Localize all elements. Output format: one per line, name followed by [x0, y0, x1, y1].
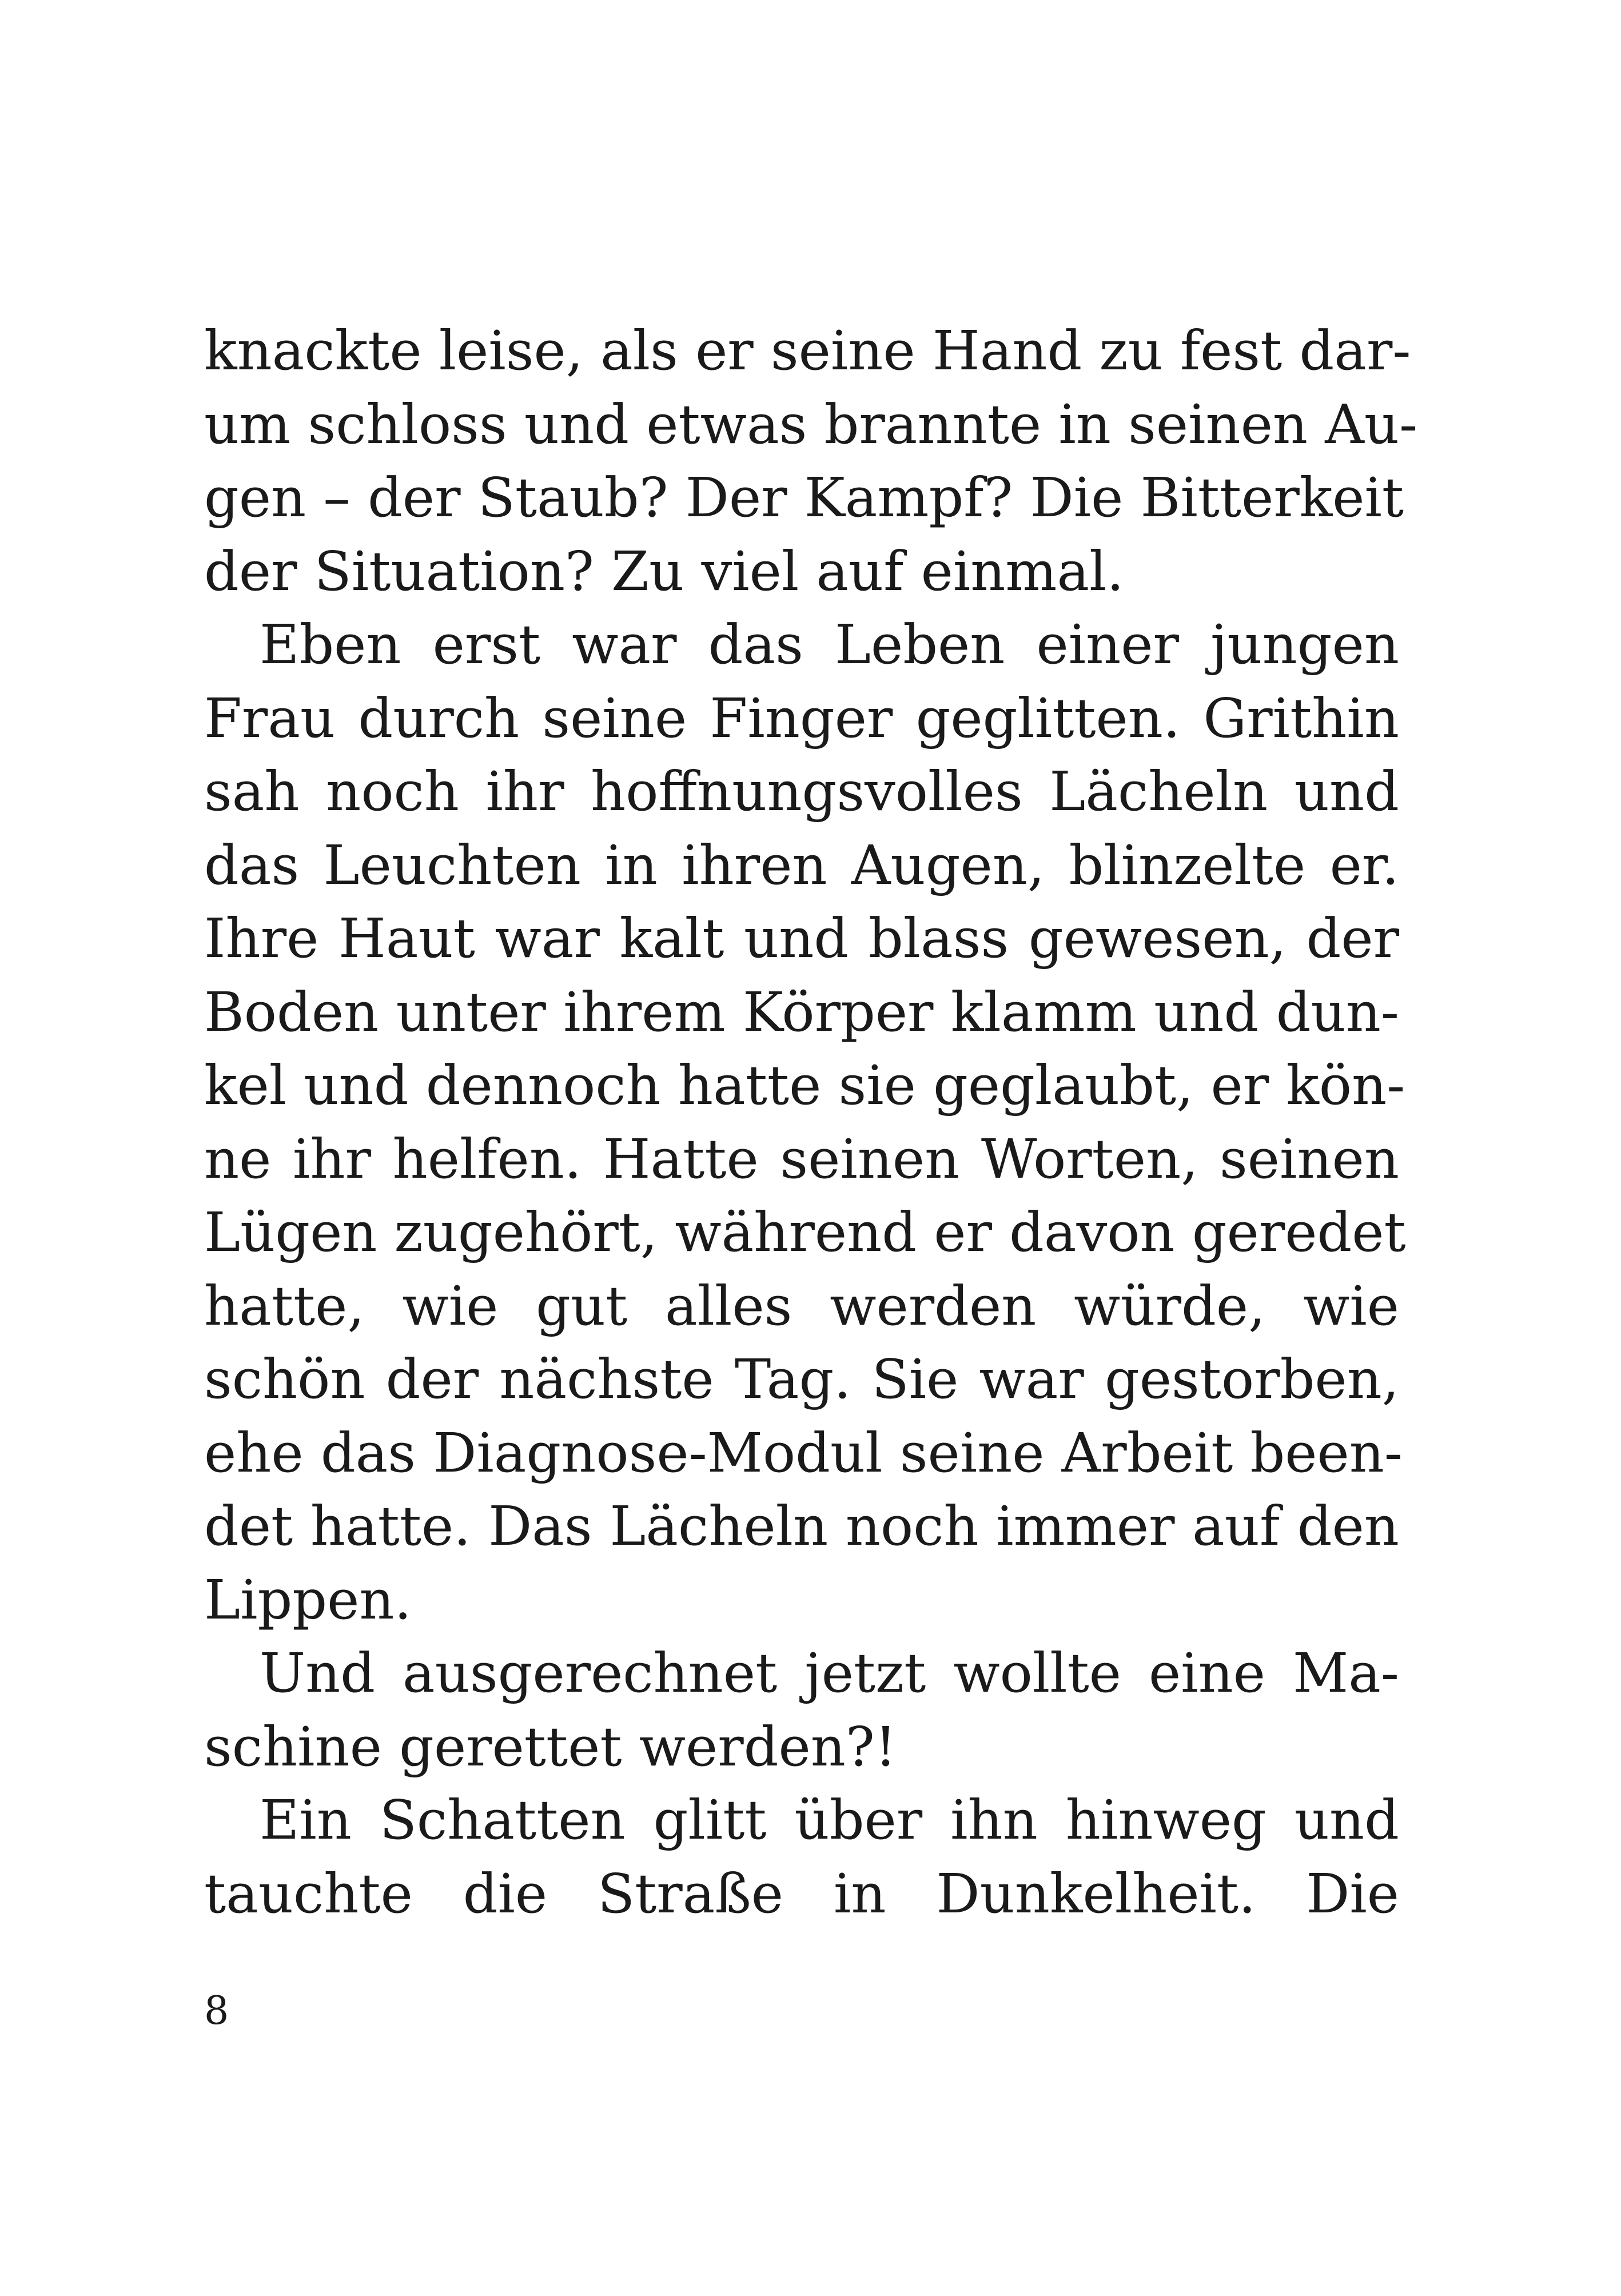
text-line: ehe das Diagnose-Modul seine Arbeit been-	[204, 1421, 1403, 1485]
text-line: kel und dennoch hatte sie geglaubt, er kön-	[204, 1054, 1405, 1117]
text-line: sah noch ihr hoffnungsvolles Lächeln und	[204, 760, 1399, 823]
body-text	[204, 314, 1418, 1931]
text-line: schön der nächste Tag. Sie war gestorben,	[204, 1348, 1399, 1411]
text-line: knackte leise, als er seine Hand zu fest dar-	[204, 320, 1411, 382]
text-line: Lippen.	[204, 1568, 412, 1632]
text-line: ne ihr helfen. Hatte seinen Worten, seinen	[204, 1127, 1399, 1191]
text-line: um schloss und etwas brannte in seinen Au-	[204, 393, 1418, 456]
text-line: Und ausgerechnet jetzt wollte eine Ma-	[260, 1642, 1399, 1705]
text-line: Lügen zugehört, während er davon geredet	[204, 1201, 1406, 1264]
text-line: Eben erst war das Leben einer jungen	[260, 613, 1399, 676]
text-line: Ein Schatten glitt über ihn hinweg und	[260, 1789, 1399, 1852]
text-line: das Leuchten in ihren Augen, blinzelte er.	[204, 834, 1399, 897]
page-number: 8	[204, 1988, 229, 2034]
text-line: tauchte die Straße in Dunkelheit. Die	[204, 1862, 1399, 1926]
text-line: hatte, wie gut alles werden würde, wie	[204, 1274, 1399, 1338]
text-line: gen – der Staub? Der Kampf? Die Bitterkeit	[204, 467, 1404, 529]
text-line: Boden unter ihrem Körper klamm und dun-	[204, 980, 1399, 1044]
text-line: Frau durch seine Finger geglitten. Grithin	[204, 687, 1399, 750]
text-line: det hatte. Das Lächeln noch immer auf den	[204, 1495, 1399, 1558]
text-line: schine gerettet werden?!	[204, 1715, 897, 1779]
text-line: Ihre Haut war kalt und blass gewesen, der	[204, 907, 1399, 970]
text-line: der Situation? Zu viel auf einmal.	[204, 540, 1124, 603]
